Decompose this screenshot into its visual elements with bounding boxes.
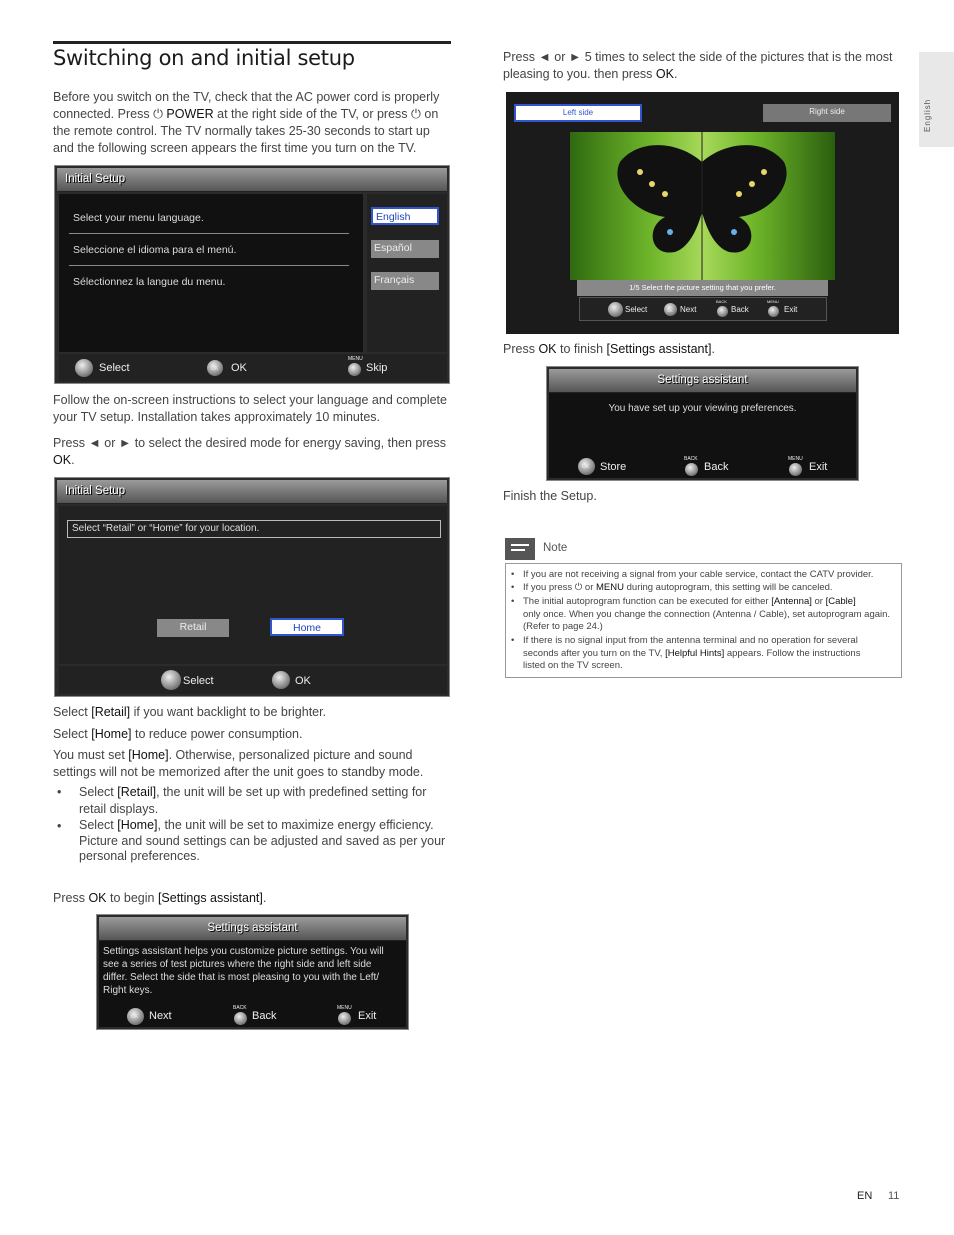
navigation-wheel-icon — [608, 302, 623, 317]
footer-language: EN — [857, 1190, 873, 1202]
footer-select-label: Select — [183, 675, 214, 687]
screen-footer — [579, 297, 827, 321]
note-item-2 — [523, 582, 833, 595]
menu-badge: MENU — [788, 456, 803, 462]
title-rule — [53, 41, 451, 44]
side-tab-label: English — [923, 98, 932, 132]
screen-header-label: Settings assistant — [657, 374, 748, 386]
bullet-home-line-2: Picture and sound settings can be adjusted and saved as per your — [79, 833, 446, 848]
intro-paragraph — [53, 89, 453, 157]
screen-footer — [59, 666, 447, 694]
period: . — [71, 453, 75, 467]
butterfly-image — [570, 132, 835, 280]
footer-select-label: Select — [625, 305, 648, 314]
back-button-icon — [234, 1012, 247, 1025]
power-icon: ⏻ — [411, 107, 421, 121]
initial-setup-language-screen — [54, 165, 450, 384]
footer-back-label: Back — [252, 1010, 277, 1022]
power-label: POWER — [162, 107, 214, 121]
must-set-line-1 — [53, 747, 453, 764]
navigation-wheel-icon — [161, 670, 181, 690]
note-item-4 — [523, 635, 860, 673]
must-set-line-2: settings will not be memorized after the unit goes to standby mode. — [53, 765, 424, 779]
text: to begin — [106, 891, 158, 905]
intro-line-2 — [53, 106, 453, 123]
note-icon-line — [511, 549, 525, 551]
follow-line-1: Follow the on-screen instructions to select your language and complete — [53, 393, 447, 407]
ok-key: OK — [88, 891, 107, 905]
menu-button-icon — [768, 306, 779, 317]
language-prompt-es: Seleccione el idioma para el menú. — [73, 244, 237, 256]
language-prompt-en: Select your menu language. — [73, 212, 204, 224]
bullet-retail-line-1 — [79, 784, 451, 801]
menu-badge: MENU — [337, 1005, 352, 1011]
footer-exit-label: Exit — [784, 305, 798, 314]
side-select-instruction — [503, 49, 903, 83]
assistant-description — [103, 945, 403, 997]
initial-setup-location-screen — [54, 477, 450, 697]
text: seconds after you turn on the TV, — [523, 647, 666, 659]
left-side-tab[interactable]: Left side — [514, 104, 642, 122]
bullet-home — [79, 818, 451, 865]
select-home-line — [53, 726, 302, 743]
note-icon — [505, 538, 535, 560]
divider — [69, 265, 349, 266]
text: pleasing to you. then press — [503, 67, 656, 81]
intro-line-1: Before you switch on the TV, check that the AC power cord is properly — [53, 90, 440, 104]
menu-badge: MENU — [348, 356, 363, 362]
screen-header-label: Initial Setup — [65, 485, 126, 497]
retail-key: [Retail] — [117, 785, 157, 799]
bullet-dot: • — [57, 785, 62, 799]
footer-select-label: Select — [99, 362, 130, 374]
press-ok-begin-line — [53, 890, 266, 907]
picture-caption: 1/5 Select the picture setting that you prefer. — [577, 280, 828, 296]
ok-badge: OK — [667, 308, 673, 313]
text: , the unit will be set up with predefined setting for — [156, 785, 427, 799]
footer-store-label: Store — [600, 461, 627, 473]
intro-text-b: at the right side of the TV, or press — [213, 107, 411, 121]
screen-footer — [59, 354, 447, 381]
ok-badge: OK — [211, 366, 219, 372]
note-item-4-line-1: • If there is no signal input from the antenna terminal and no operation for several — [523, 635, 858, 646]
note-label: Note — [543, 542, 568, 554]
follow-line-2: your TV setup. Installation takes approximately 10 minutes. — [53, 410, 381, 424]
ok-key: OK — [655, 67, 674, 81]
text: . Otherwise, personalized picture and sound — [168, 748, 413, 762]
note-item-3 — [523, 596, 890, 634]
bullet-dot: • — [57, 819, 62, 833]
screen-header-label: Settings assistant — [207, 922, 298, 934]
back-badge: BACK — [716, 299, 727, 304]
bullet-retail-line-2: retail displays. — [79, 802, 159, 816]
navigation-wheel-icon — [75, 359, 93, 377]
back-button-icon — [717, 306, 728, 317]
back-button-icon — [685, 463, 698, 476]
text: Press — [503, 342, 539, 356]
antenna-key: [Antenna] — [771, 596, 812, 607]
option-espanol[interactable]: Español — [371, 240, 439, 258]
side-line-2 — [503, 66, 903, 83]
text: to reduce power consumption. — [131, 727, 303, 741]
done-message: You have set up your viewing preferences. — [608, 403, 797, 414]
intro-line-3: the remote control. The TV normally takes 25-30 seconds to start up — [53, 124, 430, 138]
settings-assistant-key: [Settings assistant] — [157, 891, 263, 905]
retail-key: [Retail] — [91, 705, 131, 719]
text: The initial autoprogram function can be executed for either — [523, 596, 772, 607]
text: . — [262, 891, 267, 905]
home-key: [Home] — [128, 748, 169, 762]
bullet-home-line-1 — [79, 818, 451, 834]
home-key: [Home] — [91, 727, 132, 741]
screen-header — [57, 480, 447, 504]
ok-key: OK — [538, 342, 557, 356]
text: to finish — [556, 342, 607, 356]
settings-assistant-intro-screen — [96, 914, 409, 1030]
text: You must set — [53, 748, 129, 762]
footer-back-label: Back — [731, 305, 749, 314]
screen-header — [57, 168, 447, 192]
energy-line-2 — [53, 452, 453, 469]
option-english[interactable]: English — [371, 207, 439, 225]
desc-line: Settings assistant helps you customize picture settings. You will — [103, 946, 384, 957]
page-number: 11 — [888, 1190, 900, 1202]
text: or — [811, 596, 826, 607]
bullet-retail — [79, 784, 451, 818]
ok-badge: OK — [131, 1014, 139, 1020]
intro-text-c: on — [420, 107, 439, 121]
note-item-3-line-3: (Refer to page 24.) — [523, 621, 603, 632]
desc-line: differ. Select the side that is most pleasing to you with the Left/ — [103, 972, 380, 983]
note-icon-line — [511, 544, 529, 546]
bullet-home-line-3: personal preferences. — [79, 849, 200, 863]
energy-instruction — [53, 435, 453, 469]
butterfly-shape — [570, 132, 835, 280]
ok-badge: OK — [582, 464, 590, 470]
follow-paragraph — [53, 392, 453, 426]
text: Select — [53, 705, 92, 719]
finish-setup-line: Finish the Setup. — [503, 489, 597, 503]
ok-key-label: OK — [53, 453, 72, 467]
text: during autoprogram, this setting will be canceled. — [623, 582, 833, 593]
power-icon: ⏻ — [574, 582, 583, 593]
side-line-1: Press ◄ or ► 5 times to select the side of the pictures that is the most — [503, 50, 893, 64]
footer-exit-label: Exit — [809, 461, 828, 473]
desc-line: see a series of test pictures where the right side and left side — [103, 959, 372, 970]
footer-ok-label: OK — [295, 675, 311, 687]
text: . — [673, 67, 678, 81]
menu-key: MENU — [596, 582, 624, 593]
location-prompt: Select “Retail” or “Home” for your location. — [67, 520, 441, 538]
picture-compare-screen — [506, 92, 899, 334]
right-side-tab[interactable]: Right side — [763, 104, 891, 122]
cable-key: [Cable] — [825, 596, 856, 607]
text: or — [582, 582, 596, 593]
footer-next-label: Next — [680, 305, 697, 314]
note-item-4-line-2 — [523, 648, 860, 661]
footer-ok-label: OK — [231, 362, 247, 374]
power-icon: ⏻ — [153, 107, 163, 121]
footer-back-label: Back — [704, 461, 729, 473]
back-badge: BACK — [233, 1005, 247, 1011]
menu-button-icon — [789, 463, 802, 476]
option-home[interactable]: Home — [270, 618, 344, 636]
ok-button-icon — [272, 671, 290, 689]
text: If you press — [523, 582, 575, 593]
page-title: Switching on and initial setup — [53, 46, 355, 70]
menu-badge: MENU — [767, 299, 779, 304]
intro-text-a: connected. Press — [53, 107, 154, 121]
screen-header — [99, 917, 406, 941]
option-retail[interactable]: Retail — [157, 619, 229, 637]
note-item-1 — [523, 569, 873, 582]
select-retail-line — [53, 704, 326, 721]
text: Select — [79, 818, 118, 832]
settings-assistant-key: [Settings assistant] — [606, 342, 712, 356]
text: If you are not receiving a signal from your cable service, contact the CATV provider. — [523, 569, 874, 580]
note-item-3-line-2: only once. When you change the connection (Antenna / Cable), set autoprogram again. — [523, 608, 891, 620]
menu-button-icon — [338, 1012, 351, 1025]
text: Select — [79, 785, 118, 799]
language-side-tab — [919, 52, 954, 147]
menu-button-icon — [348, 363, 361, 376]
screen-header — [549, 369, 856, 393]
footer-exit-label: Exit — [358, 1010, 377, 1022]
text: if you want backlight to be brighter. — [130, 705, 327, 719]
footer-next-label: Next — [149, 1010, 172, 1022]
option-francais[interactable]: Français — [371, 272, 439, 290]
footer-skip-label: Skip — [366, 362, 388, 374]
text: . — [711, 342, 715, 356]
language-prompt-fr: Sélectionnez la langue du menu. — [73, 276, 226, 288]
helpful-hints-key: [Helpful Hints] — [665, 647, 725, 659]
text: appears. Follow the instructions — [724, 647, 861, 659]
text: Select — [53, 727, 92, 741]
desc-line: Right keys. — [103, 985, 153, 996]
back-badge: BACK — [684, 456, 698, 462]
text: , the unit will be set to maximize energy efficiency. — [157, 818, 434, 832]
energy-line-1: Press ◄ or ► to select the desired mode for energy saving, then press — [53, 436, 446, 450]
text: Press — [53, 891, 89, 905]
divider — [69, 233, 349, 234]
note-item-3-line-1 — [523, 596, 890, 609]
press-ok-finish-line — [503, 341, 715, 358]
screen-header-label: Initial Setup — [65, 173, 126, 185]
home-key: [Home] — [117, 818, 158, 832]
settings-assistant-done-screen — [546, 366, 859, 481]
note-item-4-line-3: listed on the TV screen. — [523, 660, 623, 671]
must-set-paragraph — [53, 747, 453, 781]
intro-line-4: and the following screen appears the first time you turn on the TV. — [53, 141, 417, 155]
